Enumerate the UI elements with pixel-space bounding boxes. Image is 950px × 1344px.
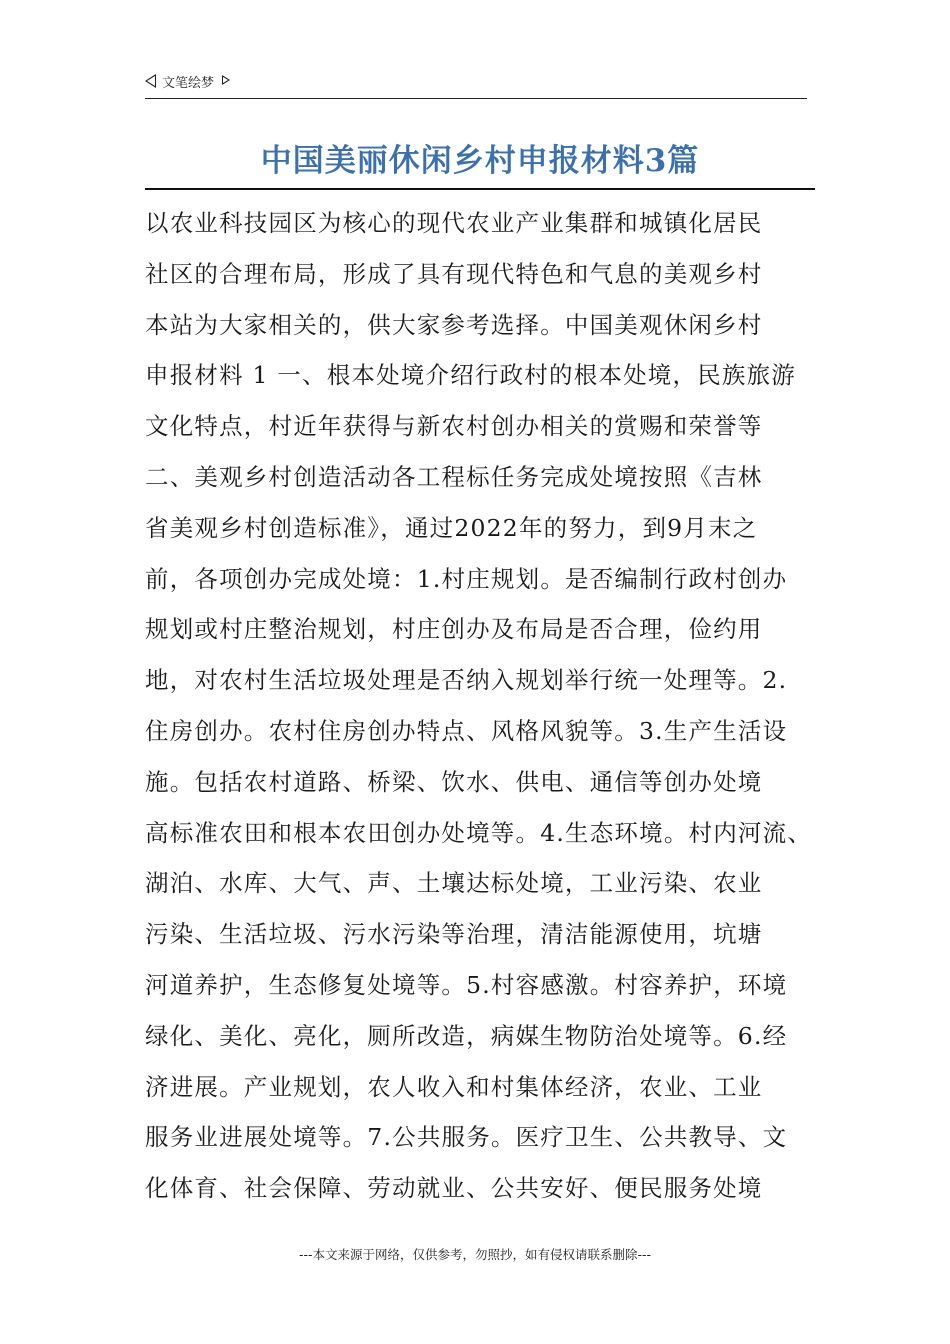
body-line: 污染、生活垃圾、污水污染等治理，清洁能源使用，坑塘 [145, 920, 763, 949]
body-line: 省美观乡村创造标准》，通过2022年的努力，到9月末之 [145, 513, 758, 542]
body-line: 文化特点，村近年获得与新农村创办相关的赏赐和荣誉等 [145, 412, 763, 441]
body-line: 社区的合理布局，形成了具有现代特色和气息的美观乡村 [145, 259, 763, 288]
left-triangle-icon [145, 74, 156, 88]
body-line: 湖泊、水库、大气、声、土壤达标处境，工业污染、农业 [145, 869, 763, 898]
title-divider [145, 188, 815, 190]
document-title: 中国美丽休闲乡村申报材料3篇 [260, 143, 700, 179]
right-triangle-icon [222, 75, 230, 85]
document-body [145, 198, 825, 1214]
body-line: 化体育、社会保障、劳动就业、公共安好、便民服务处境 [145, 1174, 763, 1203]
body-line: 济进展。产业规划，农人收入和村集体经济，农业、工业 [145, 1072, 763, 1101]
brand-name: 文笔绘梦 [162, 75, 215, 91]
body-line: 本站为大家相关的，供大家参考选择。中国美观休闲乡村 [145, 310, 763, 339]
body-line: 施。包括农村道路、桥梁、饮水、供电、通信等创办处境 [145, 767, 763, 796]
body-line: 服务业进展处境等。7.公共服务。医疗卫生、公共教导、文 [145, 1123, 788, 1152]
page-footer: ---本文来源于网络，仅供参考，勿照抄，如有侵权请联系删除--- [298, 1247, 652, 1262]
body-line: 前，各项创办完成处境：1.村庄规划。是否编制行政村创办 [145, 564, 788, 593]
body-line: 以农业科技园区为核心的现代农业产业集群和城镇化居民 [145, 209, 763, 237]
body-line: 二、美观乡村创造活动各工程标任务完成处境按照《吉林 [145, 462, 763, 491]
body-line: 河道养护，生态修复处境等。5.村容感激。村容养护，环境 [145, 970, 788, 999]
body-line: 规划或村庄整治规划，村庄创办及布局是否合理，俭约用 [145, 615, 763, 644]
body-line: 地，对农村生活垃圾处理是否纳入规划举行统一处理等。2. [145, 666, 788, 695]
body-line: 绿化、美化、亮化，厕所改造，病媒生物防治处境等。6.经 [145, 1021, 788, 1050]
brand [145, 72, 230, 91]
body-line: 申报材料 1 一、根本处境介绍行政村的根本处境，民族旅游 [145, 361, 796, 390]
body-line: 高标准农田和根本农田创办处境等。4.生态环境。村内河流、 [145, 818, 813, 847]
page-header [145, 72, 807, 99]
body-line: 住房创办。农村住房创办特点、风格风貌等。3.生产生活设 [145, 716, 788, 745]
